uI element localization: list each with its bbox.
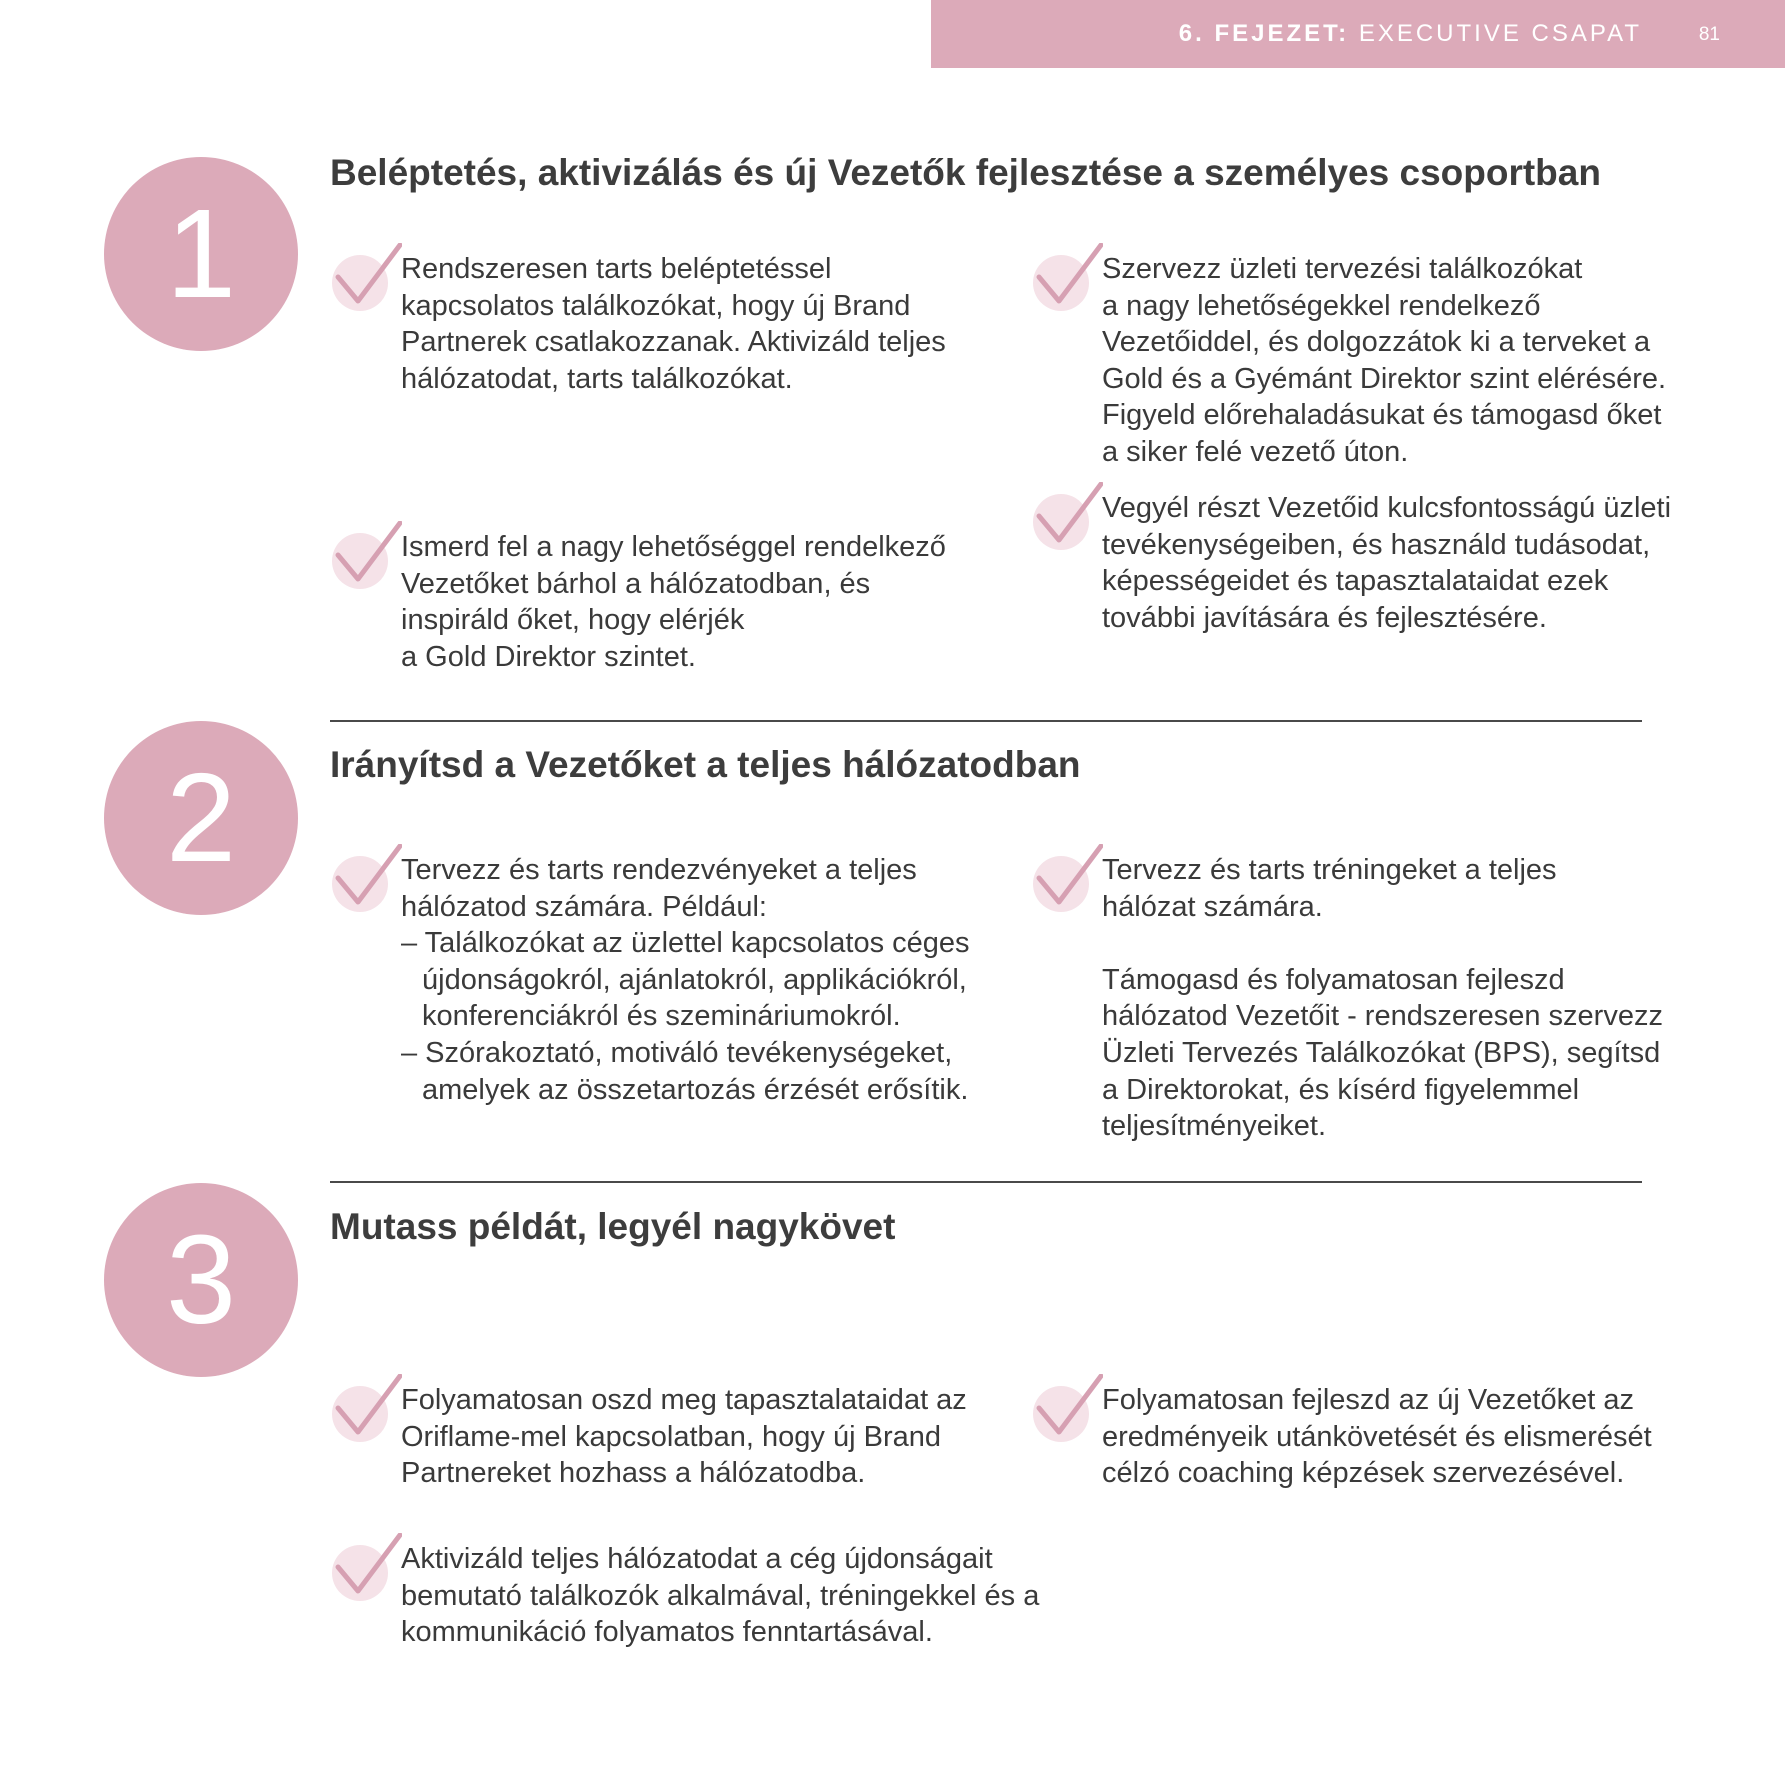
text-line: Figyeld előrehaladásukat és támogasd őket	[1102, 399, 1662, 432]
text-line: a nagy lehetőségekkel rendelkező	[1102, 289, 1541, 322]
bullet-line: amelyek az összetartozás érzését erősítik.	[422, 1073, 969, 1106]
text-line: Támogasd és folyamatosan fejleszd	[1102, 963, 1565, 996]
section-divider	[330, 720, 1642, 722]
checkmark-icon	[1031, 1374, 1103, 1444]
section-title: Irányítsd a Vezetőket a teljes hálózatodban	[330, 744, 1081, 785]
text-line: Vezetőiddel, és dolgozzátok ki a terveket a	[1102, 326, 1651, 359]
bullet-line: konferenciákról és szemináriumokról.	[422, 1000, 901, 1033]
text-line: Folyamatosan oszd meg tapasztalataidat az	[401, 1384, 967, 1416]
page-number: 81	[1698, 24, 1720, 45]
checkmark-icon	[330, 521, 402, 591]
text-line: Szervezz üzleti tervezési találkozókat	[1102, 253, 1583, 285]
text-line: hálózatod Vezetőit - rendszeresen szervezz	[1102, 1000, 1663, 1033]
text-line: Tervezz és tarts rendezvényeket a teljes	[401, 854, 917, 886]
text-line: kapcsolatos találkozókat, hogy új Brand	[401, 289, 911, 322]
text-line: inspiráld őket, hogy elérjék	[401, 604, 745, 637]
text-line: Üzleti Tervezés Találkozókat (BPS), segítsd	[1102, 1036, 1661, 1069]
text-line: célzó coaching képzések szervezésével.	[1102, 1457, 1625, 1490]
item-text	[401, 529, 946, 675]
item-text	[401, 1382, 967, 1492]
text-line: kommunikáció folyamatos fenntartásával.	[401, 1616, 933, 1649]
checkmark-icon	[330, 243, 402, 313]
text-line: képességeidet és tapasztalataidat ezek	[1102, 565, 1609, 598]
text-line: hálózatodat, tarts találkozókat.	[401, 362, 793, 395]
item-text	[1102, 490, 1671, 636]
checkmark-icon	[1031, 243, 1103, 313]
text-line: Partnerek csatlakozzanak. Aktivizáld teljes	[401, 326, 946, 359]
text-line: Rendszeresen tarts beléptetéssel	[401, 253, 832, 285]
text-line: a Direktorokat, és kísérd figyelemmel	[1102, 1073, 1580, 1106]
text-line: eredményeik utánkövetését és elismerését	[1102, 1420, 1652, 1453]
bullet-line: – Találkozókat az üzlettel kapcsolatos céges	[401, 927, 970, 960]
item-text	[1102, 251, 1666, 471]
text-line: Gold és a Gyémánt Direktor szint elérésére.	[1102, 362, 1667, 395]
chapter-heading	[1179, 20, 1642, 48]
text-line: Folyamatosan fejleszd az új Vezetőket az	[1102, 1384, 1634, 1416]
text-line: tevékenységeiben, és használd tudásodat,	[1102, 528, 1651, 561]
text-line: Aktivizáld teljes hálózatodat a cég újdonságait	[401, 1543, 993, 1575]
bullet-line: újdonságokról, ajánlatokról, applikációkról,	[422, 963, 967, 996]
checkmark-icon	[1031, 482, 1103, 552]
checkmark-icon	[330, 1533, 402, 1603]
section-number-badge: 3	[104, 1183, 298, 1377]
text-line: teljesítményeiket.	[1102, 1110, 1327, 1143]
checkmark-icon	[330, 844, 402, 914]
checkmark-icon	[330, 1374, 402, 1444]
item-text	[401, 251, 946, 397]
bullet-line: – Szórakoztató, motiváló tevékenységeket,	[401, 1036, 953, 1069]
item-text	[401, 1541, 1039, 1651]
section-number-badge: 1	[104, 157, 298, 351]
text-line: Vegyél részt Vezetőid kulcsfontosságú üzleti	[1102, 492, 1672, 524]
chapter-title: EXECUTIVE CSAPAT	[1358, 20, 1642, 47]
text-line: további javítására és fejlesztésére.	[1102, 601, 1547, 634]
section-divider	[330, 1181, 1642, 1183]
text-line: hálózat számára.	[1102, 890, 1323, 923]
text-line: Oriflame-mel kapcsolatban, hogy új Brand	[401, 1420, 941, 1453]
paragraph-gap	[1102, 925, 1663, 962]
text-line: bemutató találkozók alkalmával, tréningekkel és a	[401, 1579, 1040, 1612]
text-line: Tervezz és tarts tréningeket a teljes	[1102, 854, 1557, 886]
checkmark-icon	[1031, 844, 1103, 914]
section-title: Beléptetés, aktivizálás és új Vezetők fejlesztése a személyes csoportban	[330, 152, 1601, 193]
text-line: a siker felé vezető úton.	[1102, 435, 1409, 468]
text-line: Ismerd fel a nagy lehetőséggel rendelkező	[401, 531, 946, 563]
section-number-badge: 2	[104, 721, 298, 915]
item-text	[401, 852, 970, 1108]
item-text	[1102, 852, 1663, 1145]
section-title: Mutass példát, legyél nagykövet	[330, 1206, 896, 1247]
text-line: Partnereket hozhass a hálózatodba.	[401, 1457, 866, 1490]
text-line: Vezetőket bárhol a hálózatodban, és	[401, 567, 871, 600]
item-text	[1102, 1382, 1652, 1492]
text-line: hálózatod számára. Például:	[401, 890, 767, 923]
chapter-label: 6. FEJEZET:	[1178, 20, 1350, 47]
text-line: a Gold Direktor szintet.	[401, 640, 696, 673]
